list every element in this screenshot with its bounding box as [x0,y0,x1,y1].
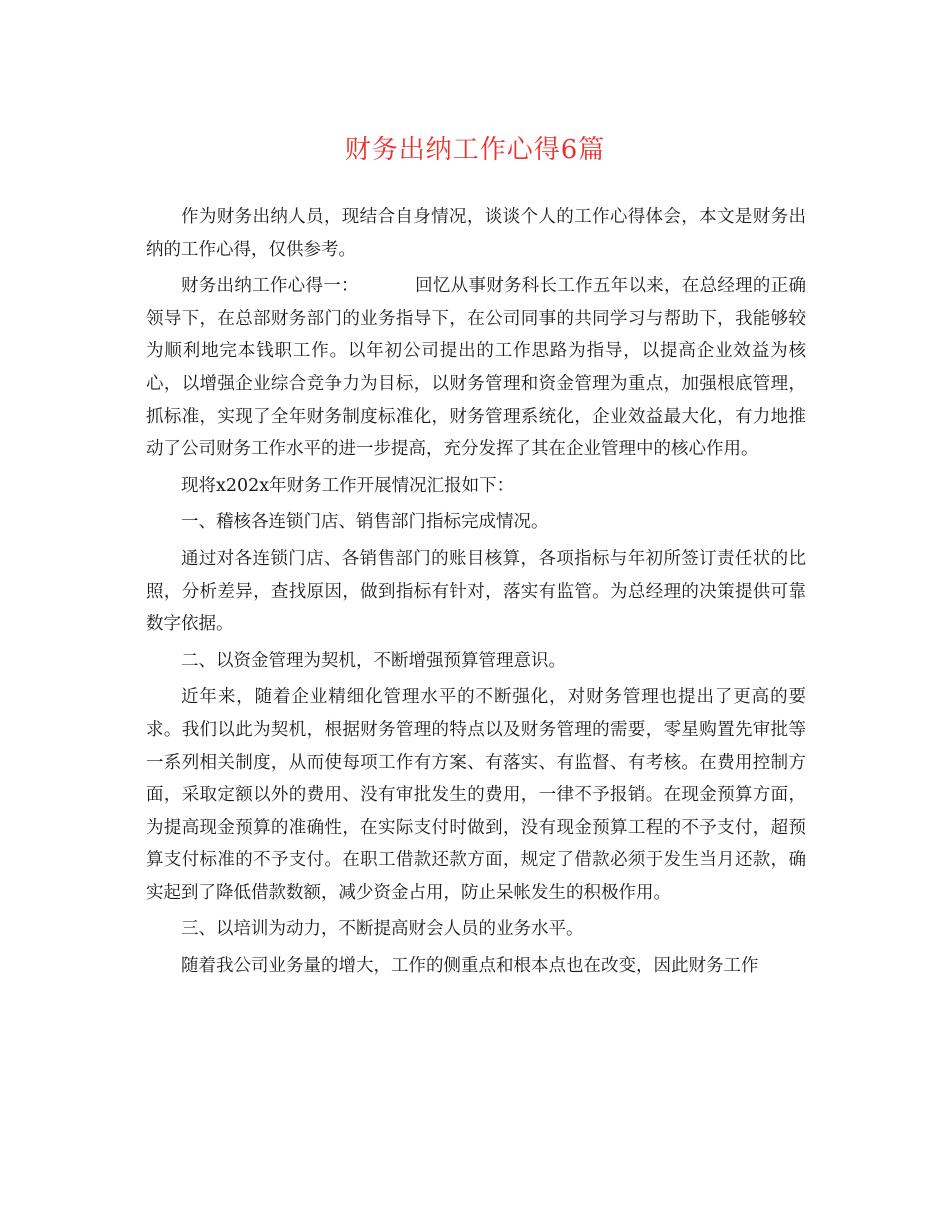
heading-2: 二、以资金管理为契机，不断增强预算管理意识。 [181,650,566,671]
section1-paragraph [146,270,806,466]
document-title: 财务出纳工作心得6篇 [344,135,606,165]
paragraph-3: 随着我公司业务量的增大，工作的侧重点和根本点也在改变，因此财务工作 [181,956,759,977]
intro-paragraph: 作为财务出纳人员，现结合自身情况，谈谈个人的工作心得体会，本文是财务出纳的工作心得，仅供参考。 [146,207,806,260]
heading-3: 三、以培训为动力，不断提高财会人员的业务水平。 [181,919,584,940]
section1-label: 财务出纳工作心得一： [181,276,359,297]
document-body [146,201,806,987]
heading-1: 一、稽核各连锁门店、销售部门指标完成情况。 [181,512,549,533]
paragraph-1: 通过对各连锁门店、各销售部门的账目核算，各项指标与年初所签订责任状的比照，分析差异，查找原因，做到指标有针对，落实有监管。为总经理的决策提供可靠数字依据。 [146,548,806,635]
paragraph-2: 近年来，随着企业精细化管理水平的不断强化，对财务管理也提出了更高的要求。我们以此为契机，根据财务管理的特点以及财务管理的需要，零星购置先审批等一系列相关制度，从而使每项工作有方案、有落实、有监督、有考核。在费用控制方面，采取定额以外的费用、没有审批发生的费用，一律不予报销。在现金预算方面，为提高现金预算的准确性，在实际支付时做到，没有现金预算工程的不予支付，超预算支付标准的不予支付。在职工借款还款方面，规定了借款必须于发生当月还款，确实起到了降低借款数额，减少资金占用，防止呆帐发生的积极作用。 [146,687,806,903]
section1-text: 回忆从事财务科长工作五年以来，在总经理的正确领导下，在总部财务部门的业务指导下，在公司同事的共同学习与帮助下，我能够较为顺利地完本钱职工作。以年初公司提出的工作思路为指导，以提高企业效益为核心，以增强企业综合竞争力为目标，以财务管理和资金管理为重点，加强根底管理，抓标准，实现了全年财务制度标准化，财务管理系统化，企业效益最大化，有力地推动了公司财务工作水平的进一步提高，充分发挥了其在企业管理中的核心作用。 [146,276,806,460]
report-intro: 现将x202x年财务工作开展情况汇报如下： [181,475,515,496]
